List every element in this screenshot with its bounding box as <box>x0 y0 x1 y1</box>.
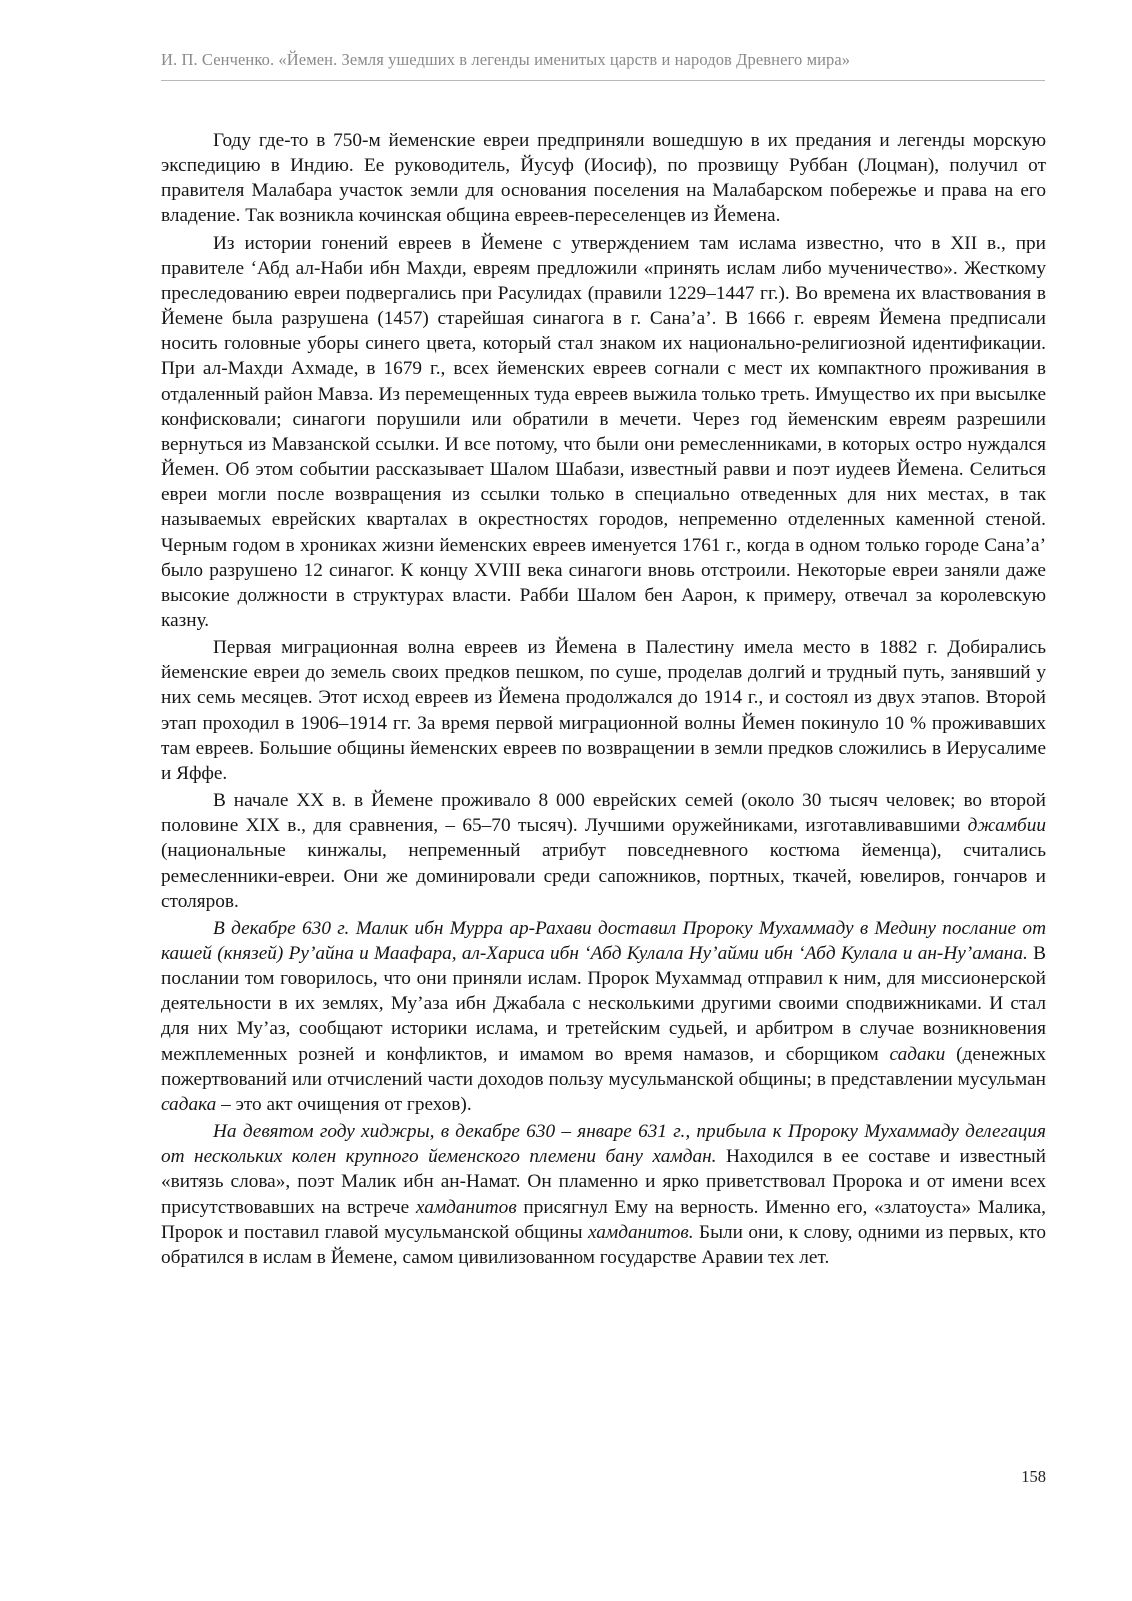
text-run: Находился в ее составе и известный «витязь слова», поэт Малик ибн ан-Намат. Он пламенно и ярко приветствовал Пророка и от имени всех присутствовавших на встрече <box>161 1146 1047 1218</box>
italic-lead: В декабре 630 г. Малик ибн Мурра ар-Рахави доставил Пророку Мухаммаду в Медину послание от кашей (князей) Ру’айна и Маафара, ал-Хариса ибн ‘Абд Кулала Ну’айми ибн ‘Абд Кулала и ан-Ну’амана. <box>161 917 1046 964</box>
text-run: В начале XX в. в Йемене проживало 8 000 еврейских семей (около 30 тысяч человек; во второй половине XIX в., для сравнения, – 65–70 тысяч). Лучшими оружейниками, изготавливавшими <box>161 790 1046 837</box>
paragraph-early-20th-century <box>161 788 1046 914</box>
header-divider <box>161 80 1045 81</box>
body-text <box>161 128 1046 1270</box>
term-hamdanites: хамданитов. <box>587 1221 694 1243</box>
text-run: (денежных пожертвований или отчислений части доходов пользу мусульманской общины; в представлении мусульман <box>161 1043 1046 1090</box>
text-run: (национальные кинжалы, непременный атрибут повседневного костюма йеменца), считались ремесленники-евреи. Они же доминировали среди сапожников, портных, ткачей, ювелиров, гончаров и столяров. <box>161 840 1046 912</box>
italic-lead: На девятом году хиджры, в декабре 630 – январе 631 г., прибыла к Пророку Мухаммаду делегация от нескольких колен крупного йеменского племени бану хамдан. <box>161 1121 1046 1168</box>
text-run: В послании том говорилось, что они приняли ислам. Пророк Мухаммад отправил к ним, для миссионерской деятельности в их землях, Му’аза ибн Джабала с несколькими другими своими сподвижниками. И стал для них Му’аз, сообщают историки ислама, и третейским судьей, и арбитром в случае возникновения межплеменных розней и конфликтов, и имамом во время намазов, и сборщиком <box>161 943 1046 1065</box>
term-sadaka: садаки <box>889 1043 946 1065</box>
paragraph-kochin-expedition: Году где-то в 750-м йеменские евреи предприняли вошедшую в их предания и легенды морскую экспедицию в Индию. Ее руководитель, Йусуф (Иосиф), по прозвищу Руббан (Лоцман), получил от правителя Малабара участок земли для основания поселения на Малабарском побережье и права на его владение. Так возникла кочинская община евреев-переселенцев из Йемена. <box>161 130 1046 227</box>
text-run: присягнул Ему на верность. Именно его, «златоуста» Малика, Пророк и поставил главой мусульманской общины <box>161 1196 1046 1243</box>
paragraph-malik-ibn-murra <box>161 916 1046 1117</box>
term-jambiya: джамбии <box>967 815 1046 837</box>
page-number: 158 <box>1021 1467 1046 1486</box>
text-run: – это акт очищения от грехов). <box>216 1093 472 1115</box>
text-run: Были они, к слову, одними из первых, кто обратился в ислам в Йемене, самом цивилизованном государстве Аравии тех лет. <box>161 1221 1046 1268</box>
paragraph-persecutions: Из истории гонений евреев в Йемене с утверждением там ислама известно, что в XII в., при правителе ‘Абд ал-Наби ибн Махди, евреям предложили «принять ислам либо мученичество». Жесткому преследованию евреи подвергались при Расулидах (правили 1229–1447 гг.). Во времена их властвования в Йемене была разрушена (1457) старейшая синагога в г. Сана’а’. В 1666 г. евреям Йемена предписали носить головные уборы синего цвета, который стал знаком их национально-религиозной идентификации. При ал-Махди Ахмаде, в 1679 г., всех йеменских евреев согнали с мест их компактного проживания в отдаленный район Мавза. Из перемещенных туда евреев выжила только треть. Имущество их при высылке конфисковали; синагоги порушили или обратили в мечети. Через год йеменским евреям разрешили вернуться из Мавзанской ссылки. И все потому, что были они ремесленниками, в которых остро нуждался Йемен. Об этом событии рассказывает Шалом Шабази, известный равви и поэт иудеев Йемена. Селиться евреи могли после возвращения из ссылки только в специально отведенных для них местах, в так называемых еврейских кварталах в окрестностях городов, непременно отделенных каменной стеной. Черным годом в хрониках жизни йеменских евреев именуется 1761 г., когда в одном только городе Сана’а’ было разрушено 12 синагог. К концу XVIII века синагоги вновь отстроили. Некоторые евреи заняли даже высокие должности в структурах власти. Рабби Шалом бен Аарон, к примеру, отвечал за королевскую казну. <box>161 232 1046 631</box>
paragraph-first-migration: Первая миграционная волна евреев из Йемена в Палестину имела место в 1882 г. Добирались йеменские евреи до земель своих предков пешком, по суше, проделав долгий и трудный путь, занявший у них семь месяцев. Этот исход евреев из Йемена продолжался до 1914 г., и состоял из двух этапов. Второй этап проходил в 1906–1914 гг. За время первой миграционной волны Йемен покинуло 10 % проживавших там евреев. Большие общины йеменских евреев по возвращении в земли предков сложились в Иерусалиме и Яффе. <box>161 637 1046 784</box>
paragraph-hamdan-delegation <box>161 1119 1046 1270</box>
term-sadaka: садака <box>161 1093 217 1115</box>
running-header: И. П. Сенченко. «Йемен. Земля ушедших в легенды именитых царств и народов Древнего мира» <box>161 50 851 69</box>
term-hamdanites: хамданитов <box>415 1196 517 1218</box>
